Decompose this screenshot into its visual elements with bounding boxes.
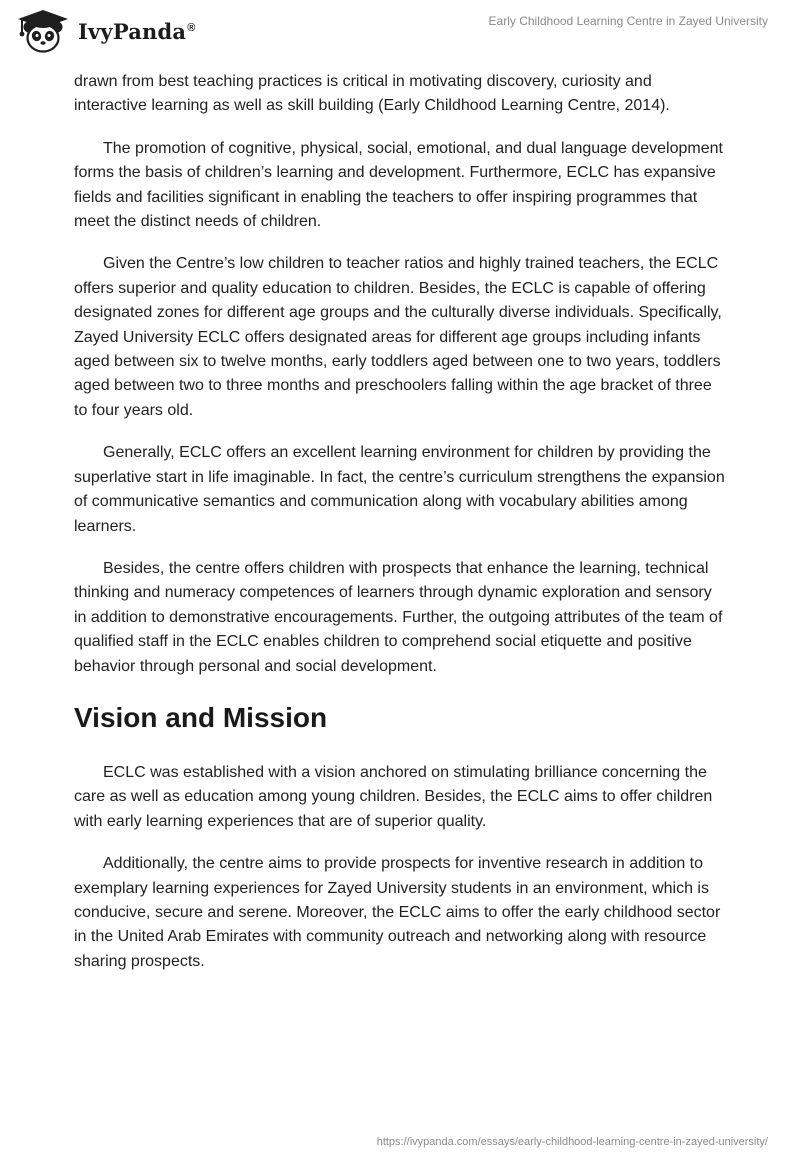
brand-name: IvyPanda® [78,18,196,44]
running-title: Early Childhood Learning Centre in Zayed University [488,14,768,28]
section-heading: Vision and Mission [74,701,328,733]
paragraph: Given the Centre’s low children to teacher ratios and highly trained teachers, the ECLC offers superior and quality education to children. Besides, the ECLC is capable of offering designated zones for different age groups and the culturally diverse individuals. Specifically, Zayed University ECLC offers designated areas for different age groups including infants aged between six to twelve months, early toddlers aged between one to two years, toddlers aged between two to three months and preschoolers falling within the age bracket of three to four years old. [74,255,722,419]
paragraph: Besides, the centre offers children with prospects that enhance the learning, technical thinking and numeracy competences of learners through dynamic exploration and sensory in addition to demonstrative encouragements. Further, the outgoing attributes of the team of qualified staff in the ECLC enables children to comprehend social etiquette and positive behavior through personal and social development. [74,559,723,675]
source-url[interactable]: https://ivypanda.com/essays/early-childhood-learning-centre-in-zayed-university/ [376,1136,768,1148]
panda-graduate-icon [14,8,72,54]
brand-logo[interactable] [14,8,196,54]
paragraph: Generally, ECLC offers an excellent learning environment for children by providing the superlative start in life imaginable. In fact, the centre’s curriculum strengthens the expansion of communicative semantics and communication along with vocabulary abilities among learners. [74,444,725,535]
paragraph: drawn from best teaching practices is critical in motivating discovery, curiosity and interactive learning as well as skill building (Early Childhood Learning Centre, 2014). [74,73,670,115]
paragraph: Additionally, the centre aims to provide prospects for inventive research in addition to exemplary learning experiences for Zayed University students in an environment, which is conducive, secure and serene. Moreover, the ECLC aims to offer the early childhood sector in the United Arab Emirates with community outreach and networking along with resource sharing prospects. [74,855,721,970]
page-header [0,0,800,64]
essay-body [74,70,726,992]
paragraph: ECLC was established with a vision anchored on stimulating brilliance concerning the care as well as education among young children. Besides, the ECLC aims to offer children with early learning experiences that are of superior quality. [74,763,713,830]
paragraph: The promotion of cognitive, physical, social, emotional, and dual language development forms the basis of children’s learning and development. Furthermore, ECLC has expansive fields and facilities significant in enabling the teachers to offer inspiring programmes that meet the distinct needs of children. [74,139,723,231]
